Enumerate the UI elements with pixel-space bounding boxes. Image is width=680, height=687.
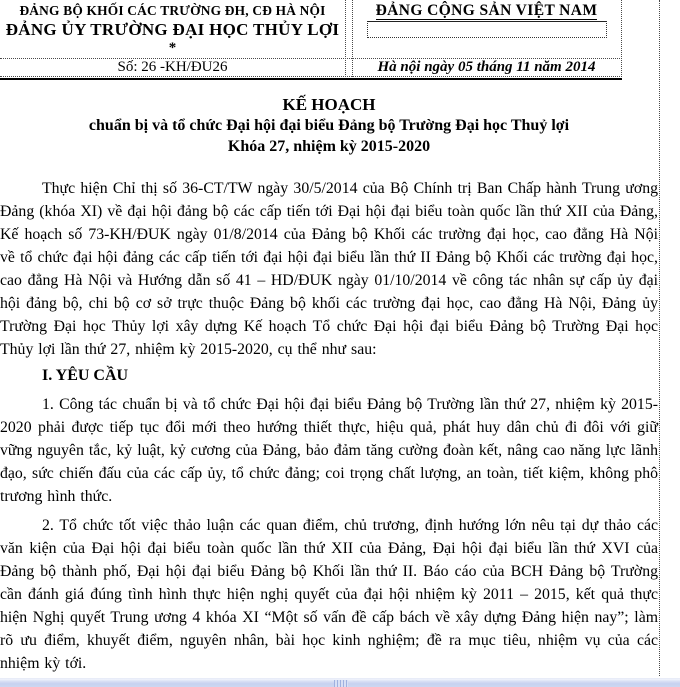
paragraph-requirement-1: 1. Công tác chuẩn bị và tổ chức Đại hội đại biểu Đảng bộ Trường lần thứ 27, nhiệm kỳ 2015-2020 phải được tiếp tục đổi mới theo hướng thiết thực, hiệu quả, phát huy dân chủ đi đôi với giữ vững nguyên tắc, kỷ luật, kỷ cương của Đảng, bảo đảm tăng cường đoàn kết, nâng cao năng lực lãnh đạo, sức chiến đấu của các cấp ủy, tổ chức đảng; coi trọng chất lượng, an toàn, tiết kiệm, không phô trương hình thức. (0, 396, 658, 505)
doc-number: Số: 26 -KH/ĐU26 (117, 59, 228, 75)
doc-title: KẾ HOẠCH (282, 95, 376, 114)
title-block (0, 94, 658, 157)
document-header-table (0, 0, 622, 80)
table-gridline-horizontal (0, 76, 622, 77)
paragraph-requirement-2: 2. Tổ chức tốt việc thảo luận các quan điểm, chủ trương, định hướng lớn nêu tại dự thảo các văn kiện của Đại hội đại biểu toàn quốc lần thứ XII của Đảng, Đại hội đại biểu lần thứ XVI của Đảng bộ thành phố, Đại hội đại biểu Đảng bộ Khối lần thứ II. Báo cáo của BCH Đảng bộ Trường cần đánh giá đúng tình hình thực hiện nghị quyết của đại hội nhiệm kỳ 2011 – 2015, kết quả thực hiện Nghị quyết Trung ương 4 khóa XI “Một số vấn đề cấp bách về xây dựng Đảng hiện nay”; làm rõ ưu điểm, khuyết điểm, nguyên nhân, bài học kinh nghiệm; đề ra mục tiêu, nhiệm vụ của các nhiệm kỳ tới. (0, 517, 658, 672)
doc-subtitle: chuẩn bị và tổ chức Đại hội đại biểu Đảng bộ Trường Đại học Thuỷ lợi (88, 117, 570, 134)
header-party-cell (352, 2, 621, 38)
header-org-cell (0, 2, 345, 56)
doc-date: Hà nội ngày 05 tháng 11 năm 2014 (377, 59, 596, 75)
date-cell (352, 59, 621, 76)
org-name: ĐẢNG ỦY TRƯỜNG ĐẠI HỌC THỦY LỢI (5, 20, 340, 39)
paragraph-intro: Thực hiện Chỉ thị số 36-CT/TW ngày 30/5/2014 của Bộ Chính trị Ban Chấp hành Trung ương Đảng (khóa XI) về đại hội đảng bộ các cấp tiến tới Đại hội đại biểu toàn quốc lần thứ XII của Đảng, Kế hoạch số 73-KH/ĐUK ngày 01/8/2014 của Đảng bộ Khối các trường đại học, cao đẳng Hà Nội về tổ chức đại hội đảng các cấp tiến tới đại hội đại biểu lần thứ II Đảng bộ Khối các trường đại học, cao đẳng Hà Nội và Hướng dẫn số 41 – HD/ĐUK ngày 01/10/2014 về công tác nhân sự cấp ủy đại hội đảng bộ, chi bộ cơ sở trực thuộc Đảng bộ khối các trường đại học, cao đẳng Hà Nội, Đảng ủy Trường Đại học Thủy lợi xây dựng Kế hoạch Tổ chức Đại hội đại biểu Đảng bộ Trường Đại học Thủy lợi lần thứ 27, nhiệm kỳ 2015-2020, cụ thể như sau: (0, 180, 658, 358)
doc-number-cell (0, 59, 345, 76)
document-body (0, 80, 658, 675)
section-heading: I. YÊU CẦU (42, 367, 129, 384)
table-gridline-vertical (345, 0, 346, 77)
doc-term: Khóa 27, nhiệm kỳ 2015-2020 (227, 138, 431, 155)
party-name: ĐẢNG CỘNG SẢN VIỆT NAM (375, 2, 598, 19)
text-boundary-line (659, 0, 660, 676)
scrollbar-grip[interactable] (334, 680, 348, 687)
table-gridline-vertical (621, 0, 622, 77)
star-separator: * (168, 40, 177, 56)
empty-field-box (367, 21, 607, 38)
org-parent-name: ĐẢNG BỘ KHỐI CÁC TRƯỜNG ĐH, CĐ HÀ NỘI (19, 3, 326, 18)
horizontal-scrollbar[interactable] (0, 678, 680, 687)
